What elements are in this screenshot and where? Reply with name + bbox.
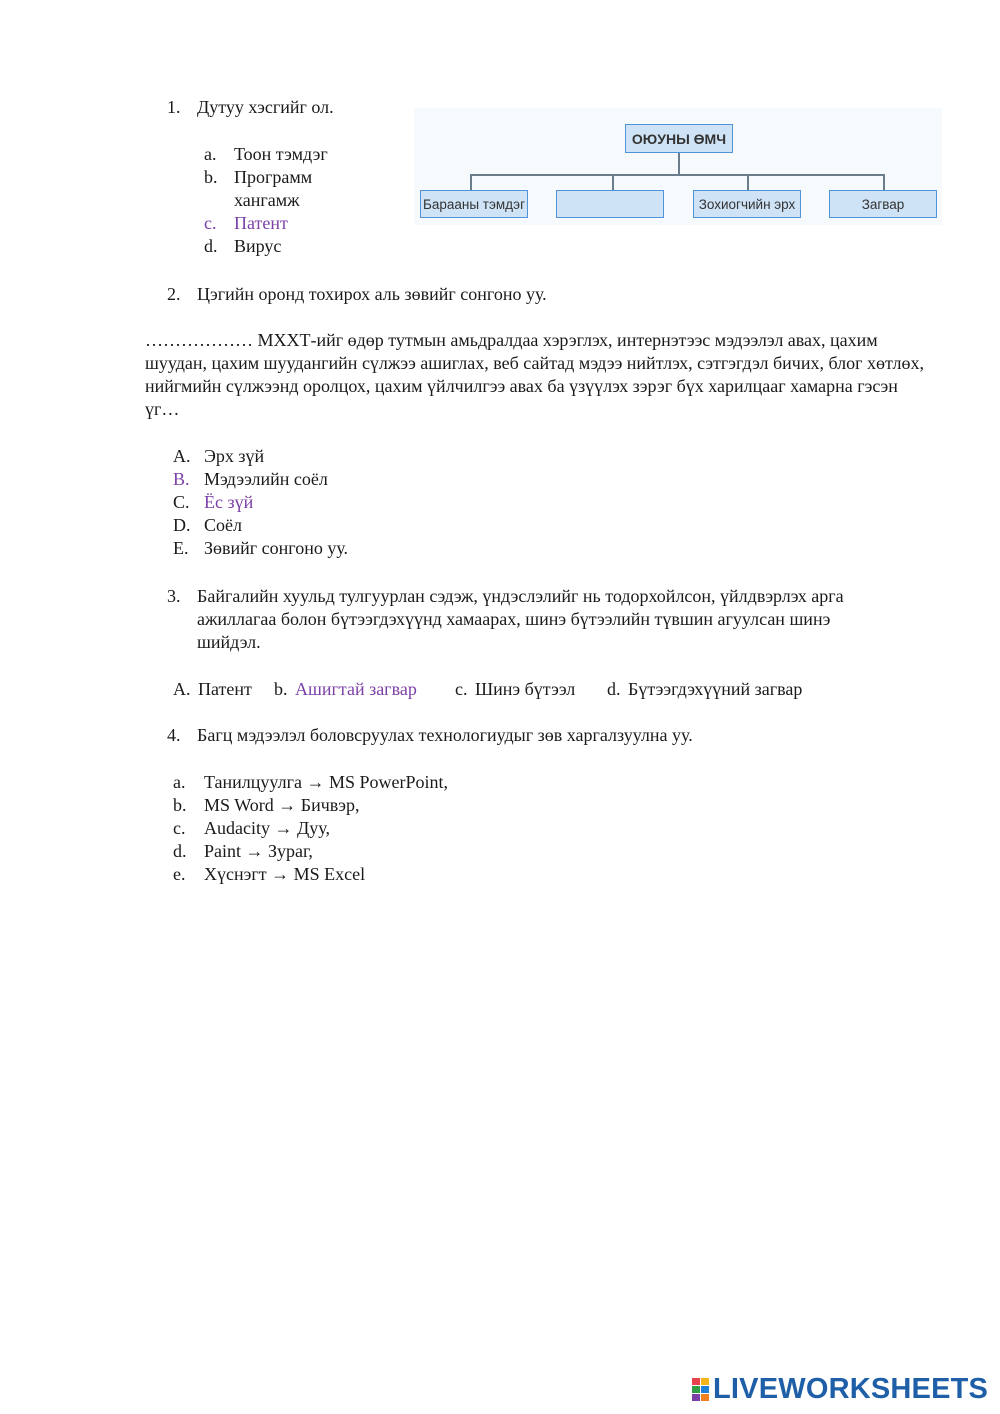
q1-number: 1. (167, 97, 181, 117)
q2-option-letter: D. (173, 515, 191, 535)
q4-option-text: MS Word → Бичвэр, (204, 795, 360, 815)
q3-option-letter: c. (455, 679, 468, 699)
q1-option-text: Патент (234, 213, 288, 233)
q4-option-letter: a. (173, 772, 186, 792)
q2-option-text: Соёл (204, 515, 242, 535)
liveworksheets-logo (692, 1374, 988, 1404)
q4-number: 4. (167, 725, 181, 745)
diagram-connector (678, 153, 680, 175)
q2-number: 2. (167, 284, 181, 304)
diagram-connector (883, 174, 885, 190)
q3-number: 3. (167, 586, 181, 606)
diagram-connector (470, 174, 884, 176)
q2-option-text: Ёс зүй (204, 492, 254, 512)
q1-option-letter: b. (204, 167, 218, 187)
q1-option-letter: d. (204, 236, 218, 256)
diagram-connector (747, 174, 749, 190)
diagram-box-design: Загвар (829, 190, 937, 218)
q3-option-letter: d. (607, 679, 621, 699)
q4-option-letter: c. (173, 818, 186, 838)
q2-option-letter: E. (173, 538, 189, 558)
q2-option-text: Эрх зүй (204, 446, 265, 466)
q4-option-letter: b. (173, 795, 187, 815)
q3-option-text: Патент (198, 679, 252, 699)
diagram-box-copyright: Зохиогчийн эрх (693, 190, 801, 218)
q2-option-letter: C. (173, 492, 190, 512)
q4-option-text: Audacity → Дуу, (204, 818, 330, 838)
q3-option-letter: b. (274, 679, 288, 699)
q2-text: Цэгийн оронд тохирох аль зөвийг сонгоно уу. (197, 284, 547, 304)
q3-option-text: Ашигтай загвар (295, 679, 417, 699)
intellectual-property-diagram (414, 108, 942, 225)
q1-option-text: Вирус (234, 236, 282, 256)
q3-line: Байгалийн хуульд тулгуурлан сэдэж, үндэслэлийг нь тодорхойлсон, үйлдвэрлэх арга (197, 586, 844, 606)
q3-option-letter: A. (173, 679, 191, 699)
q1-option-text: Тоон тэмдэг (234, 144, 328, 164)
q2-option-text: Мэдээлийн соёл (204, 469, 328, 489)
q4-text: Багц мэдээлэл боловсруулах технологиудыг зөв харгалзуулна уу. (197, 725, 693, 745)
q4-option-text: Хүснэгт → MS Excel (204, 864, 366, 884)
q4-option-text: Paint → Зураг, (204, 841, 313, 861)
q4-option-letter: d. (173, 841, 187, 861)
q3-line: шийдэл. (197, 632, 261, 652)
q2-option-text: Зөвийг сонгоно уу. (204, 538, 349, 558)
logo-grid-icon (692, 1378, 709, 1401)
q3-option-text: Бүтээгдэхүүний загвар (628, 679, 803, 699)
diagram-connector (612, 174, 614, 190)
q2-option-letter: B. (173, 469, 190, 489)
q1-text: Дутуу хэсгийг ол. (197, 97, 334, 117)
q3-option-text: Шинэ бүтээл (475, 679, 576, 699)
q1-option-text: Программ (234, 167, 313, 187)
logo-text: LIVEWORKSHEETS (713, 1372, 989, 1405)
q1-option-letter: a. (204, 144, 217, 164)
q4-option-text: Танилцуулга → MS PowerPoint, (204, 772, 449, 792)
q3-line: ажиллагаа болон бүтээгдэхүүнд хамаарах, шинэ бүтээлийн түвшин агуулсан шинэ (197, 609, 831, 629)
q1-option-letter: c. (204, 213, 217, 233)
diagram-connector (470, 174, 472, 190)
q4-option-letter: e. (173, 864, 186, 884)
diagram-root-box: ОЮУНЫ ӨМЧ (625, 124, 733, 153)
q1-option-text-cont: хангамж (234, 190, 300, 210)
q2-option-letter: A. (173, 446, 191, 466)
diagram-box-missing[interactable] (556, 190, 664, 218)
diagram-box-trademark: Барааны тэмдэг (420, 190, 528, 218)
q2-paragraph: ……………… МХХТ-ийг өдөр тутмын амьдралдаа хэрэглэх, интернэтээс мэдээлэл авах, цахим шуудан, цахим шуудангийн сүлжээ ашиглах, веб сайтад мэдээ нийтлэх, сэтгэгдэл бичих, блог хөтлөх, нийгмийн сүлжээнд оролцох, цахим үйлчилгээ авах ба үзүүлэх зэрэг бүх харилцааг хамарна гэсэн үг… (145, 330, 924, 419)
